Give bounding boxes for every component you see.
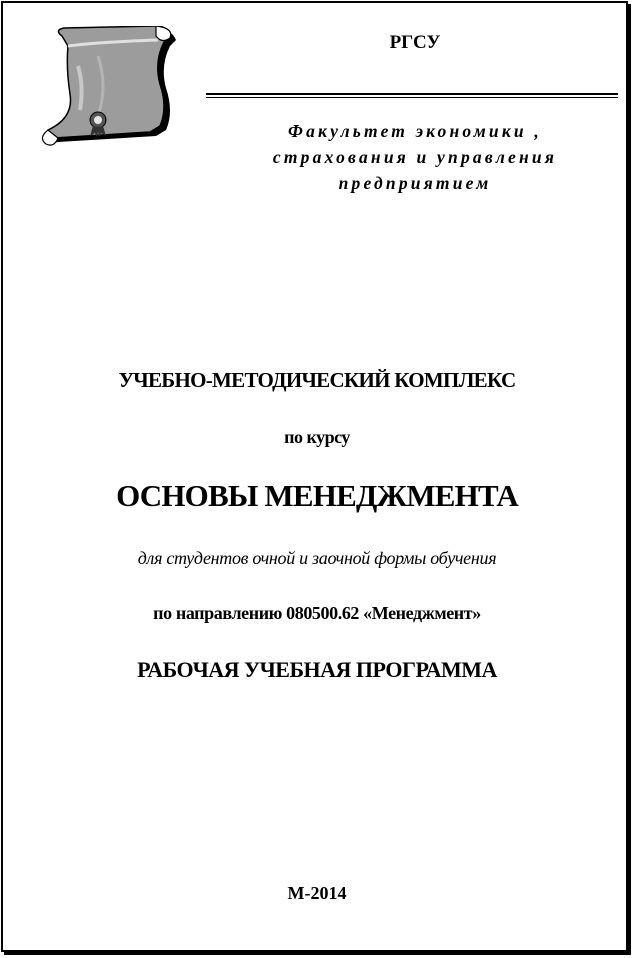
scroll-diploma-icon xyxy=(38,26,188,156)
header-divider xyxy=(206,93,618,98)
program-title: РАБОЧАЯ УЧЕБНАЯ ПРОГРАММА xyxy=(137,657,497,682)
faculty-line: страхования и управления xyxy=(272,147,558,167)
course-label: по курсу xyxy=(284,427,350,447)
students-line: для студентов очной и заочной формы обучения xyxy=(137,548,497,568)
university-name: РГСУ xyxy=(389,32,441,53)
direction-line: по направлению 080500.62 «Менеджмент» xyxy=(153,603,481,623)
complex-title: УЧЕБНО-МЕТОДИЧЕСКИЙ КОМПЛЕКС xyxy=(118,368,516,392)
faculty-line: предприятием xyxy=(338,173,492,193)
faculty-line: Факультет экономики , xyxy=(288,121,542,141)
city-year: М-2014 xyxy=(287,883,347,903)
subject-title: ОСНОВЫ МЕНЕДЖМЕНТА xyxy=(116,478,518,513)
faculty-name xyxy=(210,118,620,196)
